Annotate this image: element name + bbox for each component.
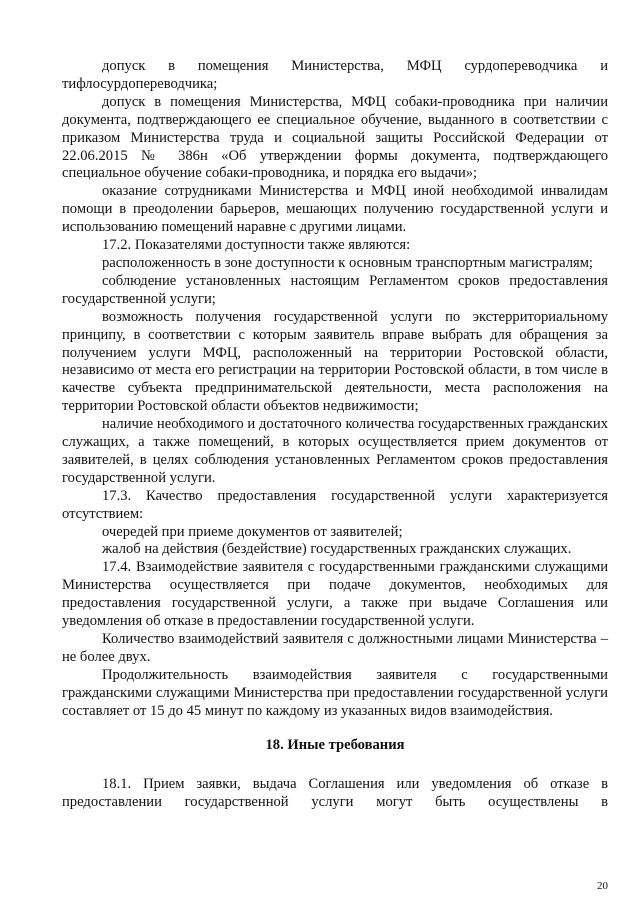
paragraph-guide-dog-access: допуск в помещения Министерства, МФЦ собаки-проводника при наличии документа, подтверждающего ее специальное обучение, выданного в соответствии с приказом Министерства труда и социальной защиты Российской Федерации от 22.06.2015 № 386н «Об утверждении формы документа, подтверждающего специальное обучение собаки-проводника, и порядка его выдачи»; (62, 93, 608, 182)
paragraph-staff-sufficiency: наличие необходимого и достаточного количества государственных гражданских служащих, а также помещений, в которых осуществляется прием документов от заявителей, в целях соблюдения установленных Регламентом сроков предоставления государственной услуги. (62, 416, 608, 486)
paragraph-18-1: 18.1. Прием заявки, выдача Соглашения или уведомления об отказе в предоставлении государственной услуги могут быть осуществлены в (62, 776, 608, 811)
page-number: 20 (597, 880, 608, 892)
paragraph-deadlines: соблюдение установленных настоящим Регламентом сроков предоставления государственной услуги; (62, 272, 608, 307)
paragraph-interaction-duration: Продолжительность взаимодействия заявителя с государственными гражданскими служащими Министерства при предоставлении государственной услуги составляет от 15 до 45 минут по каждому из указанных видов взаимодействия. (62, 666, 608, 719)
paragraph-extraterritorial: возможность получения государственной услуги по экстерриториальному принципу, в соответствии с которым заявитель вправе выбрать для обращения за получением услуги МФЦ, расположенный на территории Ростовской области, независимо от места его регистрации на территории Ростовской области, в том числе в качестве субъекта предпринимательской деятельности, места расположения на территории Ростовской области объектов недвижимости; (62, 308, 608, 415)
paragraph-17-3: 17.3. Качество предоставления государственной услуги характеризуется отсутствием: (62, 487, 608, 522)
paragraph-sign-interpreter-access: допуск в помещения Министерства, МФЦ сурдопереводчика и тифлосурдопереводчика; (62, 58, 608, 92)
paragraph-17-2: 17.2. Показателями доступности также являются: (102, 237, 411, 254)
paragraph-no-complaints: жалоб на действия (бездействие) государственных гражданских служащих. (102, 541, 572, 558)
paragraph-interaction-count: Количество взаимодействий заявителя с должностными лицами Министерства – не более двух. (62, 631, 608, 665)
paragraph-17-4: 17.4. Взаимодействие заявителя с государственными гражданскими служащими Министерства осуществляется при подаче документов, необходимых для предоставления государственной услуги, а также при выдаче Соглашения или уведомления об отказе в предоставлении государственной услуги. (62, 559, 608, 630)
section-heading: 18. Иные требования (265, 736, 405, 753)
paragraph-staff-assistance: оказание сотрудниками Министерства и МФЦ иной необходимой инвалидам помощи в преодолении барьеров, мешающих получению государственной услуги и использованию помещений наравне с другими лицами. (62, 183, 608, 236)
document-page (62, 58, 608, 812)
paragraph-transport-access: расположенность в зоне доступности к основным транспортным магистралям; (102, 254, 593, 271)
paragraph-no-queues: очередей при приеме документов от заявителей; (102, 523, 403, 540)
